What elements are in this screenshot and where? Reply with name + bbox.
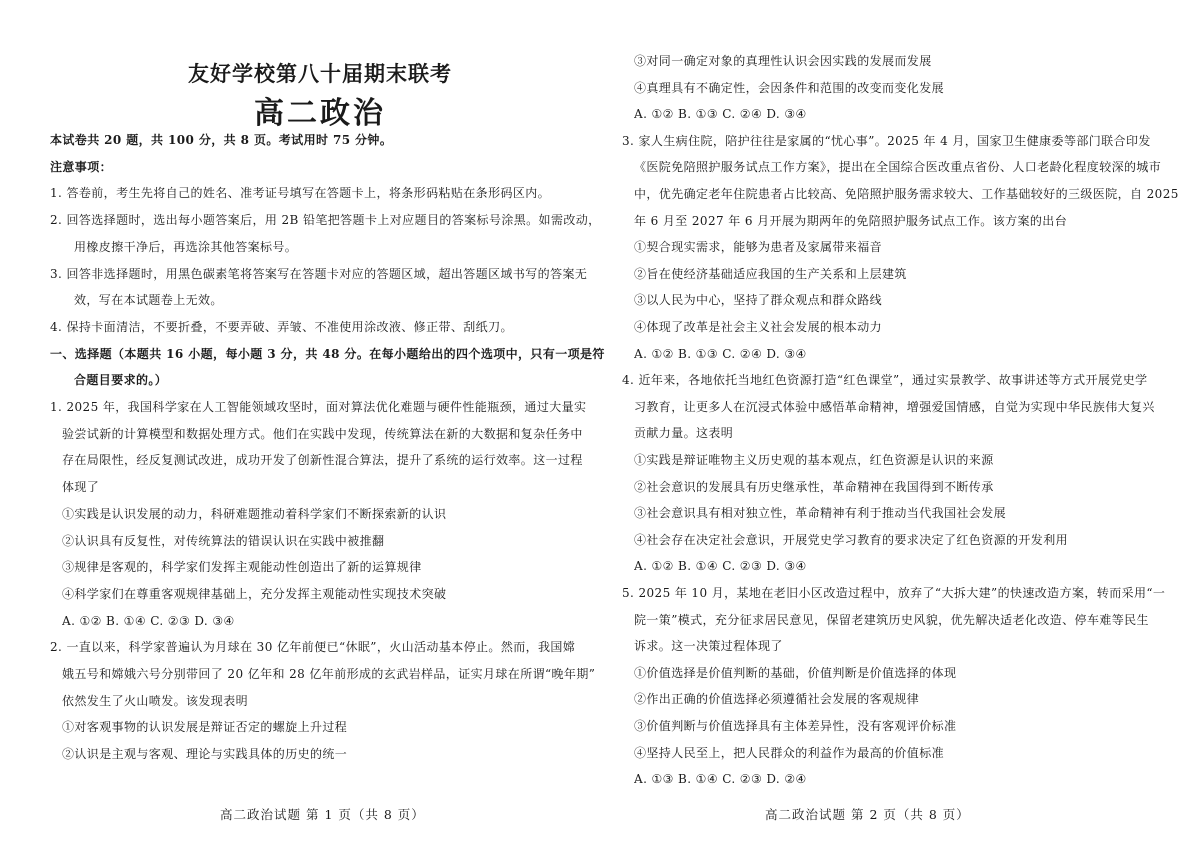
left-text-line: 效，写在本试题卷上无效。 bbox=[74, 293, 223, 308]
left-text-line: 验尝试新的计算模型和数据处理方式。他们在实践中发现，传统算法在新的大数据和复杂任务中 bbox=[62, 426, 583, 441]
right-text-line: 4. 近年来，各地依托当地红色资源打造“红色课堂”，通过实景教学、故事讲述等方式开展党史学 bbox=[622, 373, 1148, 388]
exam-title: 友好学校第八十届期末联考 bbox=[188, 61, 452, 86]
left-text-line: ②认识具有反复性，对传统算法的错误认识在实践中被推翻 bbox=[62, 533, 385, 548]
left-text-line: 1. 2025 年，我国科学家在人工智能领域攻坚时，面对算法优化难题与硬件性能瓶颈，通过大量实 bbox=[50, 400, 587, 414]
right-text-line: ①实践是辩证唯物主义历史观的基本观点，红色资源是认识的来源 bbox=[634, 453, 994, 467]
right-text-line: ③价值判断与价值选择具有主体差异性，没有客观评价标准 bbox=[634, 719, 957, 733]
page-2 bbox=[622, 0, 1179, 847]
left-text-line: ④科学家们在尊重客观规律基础上，充分发挥主观能动性实现技术突破 bbox=[62, 586, 447, 601]
right-text-line: 中，优先确定老年住院患者占比较高、免陪照护服务需求较大、工作基础较好的三级医院，自 2025 bbox=[634, 187, 1179, 201]
left-text-line: A. ①② B. ①④ C. ②③ D. ③④ bbox=[62, 613, 235, 628]
right-text-line: ③以人民为中心，坚持了群众观点和群众路线 bbox=[634, 293, 883, 308]
right-text-line: 贡献力量。这表明 bbox=[634, 426, 734, 441]
right-text-line: ④社会存在决定社会意识，开展党史学习教育的要求决定了红色资源的开发利用 bbox=[634, 532, 1069, 547]
right-text-line: ①价值选择是价值判断的基础，价值判断是价值选择的体现 bbox=[634, 665, 957, 680]
right-text-line: ②作出正确的价值选择必须遵循社会发展的客观规律 bbox=[634, 692, 920, 707]
page-2-footer: 高二政治试题 第 2 页（共 8 页） bbox=[765, 807, 970, 822]
left-text-line: 1. 答卷前，考生先将自己的姓名、准考证号填写在答题卡上，将条形码粘贴在条形码区内。 bbox=[50, 186, 551, 201]
right-text-line: 院一策”模式，充分征求居民意见，保留老建筑历史风貌，优先解决适老化改造、停车难等民生 bbox=[634, 612, 1149, 627]
right-text-line: ④坚持人民至上，把人民群众的利益作为最高的价值标准 bbox=[634, 745, 945, 760]
right-text-line: 3. 家人生病住院，陪护往往是家属的“忧心事”。2025 年 4 月，国家卫生健康委等部门联合印发 bbox=[622, 133, 1151, 148]
page-1-footer: 高二政治试题 第 1 页（共 8 页） bbox=[220, 807, 425, 822]
right-text-line: A. ①② B. ①③ C. ②④ D. ③④ bbox=[634, 107, 807, 122]
right-text-line: 年 6 月至 2027 年 6 月开展为期两年的免陪照护服务试点工作。该方案的出台 bbox=[634, 213, 1068, 228]
right-text-line: 《医院免陪照护服务试点工作方案》，提出在全国综合医改重点省份、人口老龄化程度较深的城市 bbox=[634, 160, 1162, 175]
left-text-line: 注意事项： bbox=[50, 159, 113, 174]
right-text-line: ④体现了改革是社会主义社会发展的根本动力 bbox=[634, 320, 883, 334]
right-text-line: ①契合现实需求，能够为患者及家属带来福音 bbox=[634, 240, 883, 255]
right-text-line: ③对同一确定对象的真理性认识会因实践的发展而发展 bbox=[634, 54, 932, 68]
left-text-line: 4. 保持卡面清洁，不要折叠，不要弄破、弄皱、不准使用涂改液、修正带、刮纸刀。 bbox=[50, 319, 513, 334]
left-text-line: 合题目要求的。） bbox=[74, 373, 168, 388]
left-text-line: 用橡皮擦干净后，再选涂其他答案标号。 bbox=[74, 239, 298, 254]
left-text-line: ①实践是认识发展的动力，科研难题推动着科学家们不断探索新的认识 bbox=[62, 506, 447, 521]
right-text-line: ②社会意识的发展具有历史继承性，革命精神在我国得到不断传承 bbox=[634, 479, 994, 494]
right-text-line: 习教育，让更多人在沉浸式体验中感悟革命精神，增强爱国情感，自觉为实现中华民族伟大复兴 bbox=[634, 399, 1155, 414]
left-text-line: ①对客观事物的认识发展是辩证否定的螺旋上升过程 bbox=[62, 720, 348, 735]
exam-subject: 高二政治 bbox=[254, 96, 386, 131]
right-text-line: A. ①③ B. ①④ C. ②③ D. ②④ bbox=[634, 772, 807, 787]
left-text-line: 一、选择题（本题共 16 小题，每小题 3 分，共 48 分。在每小题给出的四个选项中，只有一项是符 bbox=[50, 346, 605, 361]
right-text-line: ④真理具有不确定性，会因条件和范围的改变而变化发展 bbox=[634, 80, 945, 95]
left-text-line: ③规律是客观的，科学家们发挥主观能动性创造出了新的运算规律 bbox=[62, 560, 422, 575]
right-text-line: A. ①② B. ①③ C. ②④ D. ③④ bbox=[634, 346, 807, 361]
left-text-line: 本试卷共 20 题，共 100 分，共 8 页。考试用时 75 分钟。 bbox=[50, 133, 393, 147]
left-text-line: 2. 一直以来，科学家普遍认为月球在 30 亿年前便已“休眠”，火山活动基本停止。然而，我国嫦 bbox=[50, 640, 576, 655]
left-text-line: 3. 回答非选择题时，用黑色碳素笔将答案写在答题卡对应的答题区域，超出答题区域书写的答案无 bbox=[50, 266, 588, 281]
left-text-line: 存在局限性，经反复测试改进，成功开发了创新性混合算法，提升了系统的运行效率。这一过程 bbox=[62, 453, 583, 468]
right-text-line: 5. 2025 年 10 月，某地在老旧小区改造过程中，放弃了“大拆大建”的快速改造方案，转而采用“一 bbox=[622, 586, 1166, 600]
right-text-line: A. ①② B. ①④ C. ②③ D. ③④ bbox=[634, 559, 807, 574]
right-text-line: ②旨在使经济基础适应我国的生产关系和上层建筑 bbox=[634, 266, 907, 281]
left-text-line: 2. 回答选择题时，选出每小题答案后，用 2B 铅笔把答题卡上对应题目的答案标号涂黑。如需改动， bbox=[50, 213, 601, 228]
right-text-line: ③社会意识具有相对独立性，革命精神有利于推动当代我国社会发展 bbox=[634, 506, 1007, 521]
left-text-line: 体现了 bbox=[62, 480, 100, 495]
left-text-line: 依然发生了火山喷发。该发现表明 bbox=[62, 693, 249, 708]
page-1 bbox=[50, 0, 605, 847]
left-text-line: 娥五号和嫦娥六号分别带回了 20 亿年和 28 亿年前形成的玄武岩样品，证实月球在所谓“晚年期” bbox=[62, 667, 596, 681]
right-text-line: 诉求。这一决策过程体现了 bbox=[634, 639, 783, 654]
left-text-line: ②认识是主观与客观、理论与实践具体的历史的统一 bbox=[62, 747, 348, 762]
